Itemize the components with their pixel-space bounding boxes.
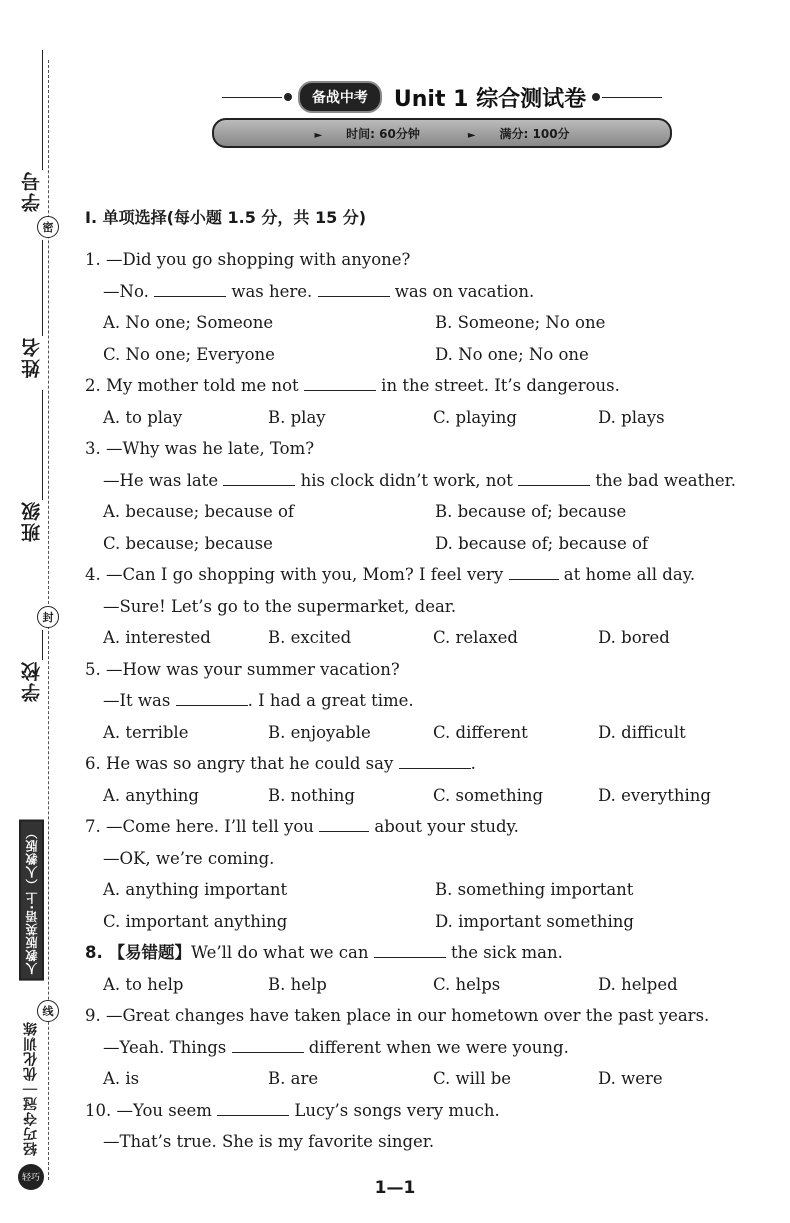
question-7 bbox=[85, 811, 775, 937]
question-text: 5. —How was your summer vacation? bbox=[85, 659, 400, 679]
question-text: 7. —Come here. I’ll tell you bbox=[85, 817, 320, 836]
question-text: at home all day. bbox=[558, 565, 696, 584]
answer-blank[interactable] bbox=[318, 282, 390, 297]
question-text: Lucy’s songs very much. bbox=[289, 1100, 500, 1120]
options-row bbox=[85, 528, 775, 560]
series-logo: 轻巧 bbox=[18, 1164, 44, 1190]
test-title: Unit 1 综合测试卷 bbox=[393, 86, 587, 112]
answer-option[interactable]: D. because of; because of bbox=[435, 533, 649, 553]
question-4 bbox=[85, 559, 775, 654]
question-text: 2. My mother told me not bbox=[85, 376, 304, 395]
question-list bbox=[85, 244, 775, 1158]
options-row bbox=[85, 339, 775, 371]
answer-option[interactable]: B. play bbox=[268, 407, 326, 427]
question-line bbox=[85, 244, 775, 276]
answer-option[interactable]: D. bored bbox=[598, 628, 670, 647]
question-line bbox=[85, 1032, 775, 1064]
banner-dot-left bbox=[284, 93, 292, 101]
binding-strip bbox=[0, 40, 62, 1200]
answer-option[interactable]: B. Someone; No one bbox=[435, 313, 606, 332]
options-row bbox=[85, 307, 775, 339]
question-line bbox=[85, 1000, 775, 1032]
class-label: 班级 bbox=[20, 500, 43, 542]
answer-option[interactable]: A. to help bbox=[103, 974, 184, 994]
question-text: —Sure! Let’s go to the supermarket, dear. bbox=[103, 596, 457, 616]
full-score bbox=[456, 125, 582, 142]
arrow-icon: ► bbox=[467, 129, 476, 141]
question-line bbox=[85, 433, 775, 465]
answer-option[interactable]: C. different bbox=[433, 722, 528, 742]
seal-circle-1: 密 bbox=[37, 216, 59, 238]
question-line bbox=[85, 654, 775, 686]
question-line bbox=[85, 465, 775, 497]
question-text: in the street. It’s dangerous. bbox=[375, 376, 620, 395]
answer-option[interactable]: C. helps bbox=[433, 974, 501, 994]
question-line bbox=[85, 370, 775, 402]
question-1 bbox=[85, 244, 775, 370]
question-text: the bad weather. bbox=[590, 470, 736, 490]
answer-option[interactable]: D. were bbox=[598, 1069, 663, 1088]
class-field[interactable] bbox=[14, 390, 48, 542]
answer-option[interactable]: C. will be bbox=[433, 1069, 512, 1088]
question-10 bbox=[85, 1095, 775, 1158]
question-text: 4. —Can I go shopping with you, Mom? I feel very bbox=[85, 565, 509, 584]
answer-option[interactable]: C. important anything bbox=[103, 911, 288, 931]
answer-option[interactable]: D. everything bbox=[598, 785, 711, 805]
question-8 bbox=[85, 937, 775, 1000]
answer-option[interactable]: D. No one; No one bbox=[435, 344, 589, 364]
answer-option[interactable]: A. to play bbox=[103, 407, 183, 427]
question-line bbox=[85, 591, 775, 623]
answer-option[interactable]: A. anything bbox=[103, 785, 199, 805]
student-id-field[interactable] bbox=[14, 50, 48, 212]
answer-option[interactable]: D. important something bbox=[435, 911, 634, 931]
answer-option[interactable]: B. because of; because bbox=[435, 502, 627, 521]
answer-option[interactable]: B. help bbox=[268, 974, 327, 994]
title-banner bbox=[212, 78, 672, 150]
arrow-icon: ► bbox=[314, 129, 323, 141]
answer-option[interactable]: D. plays bbox=[598, 407, 665, 427]
question-text: was on vacation. bbox=[389, 281, 535, 301]
question-line bbox=[85, 843, 775, 875]
answer-option[interactable]: B. nothing bbox=[268, 785, 355, 805]
student-id-label: 学号 bbox=[20, 170, 43, 212]
question-line bbox=[85, 1095, 775, 1127]
answer-blank[interactable] bbox=[509, 565, 559, 580]
banner-title-row bbox=[212, 78, 672, 116]
series-title: 轻巧夺冠｜优化训练 bbox=[23, 1020, 39, 1156]
question-line bbox=[85, 559, 775, 591]
question-9 bbox=[85, 1000, 775, 1095]
answer-option[interactable]: C. relaxed bbox=[433, 628, 518, 647]
answer-blank[interactable] bbox=[399, 754, 471, 769]
edition-box: 人教版英语·上（人教版） bbox=[19, 820, 44, 981]
answer-option[interactable]: A. terrible bbox=[103, 722, 189, 742]
answer-blank[interactable] bbox=[304, 376, 376, 391]
options-row bbox=[85, 717, 775, 749]
question-text: —He was late bbox=[103, 470, 224, 490]
question-text: —It was bbox=[103, 691, 176, 710]
question-line bbox=[85, 1126, 775, 1158]
options-row bbox=[85, 622, 775, 654]
question-text: —Yeah. Things bbox=[103, 1037, 232, 1057]
answer-option[interactable]: B. enjoyable bbox=[268, 722, 371, 742]
answer-blank[interactable] bbox=[319, 817, 369, 832]
section-heading: Ⅰ. 单项选择(每小题 1.5 分，共 15 分) bbox=[85, 208, 367, 227]
question-text: different when we were young. bbox=[303, 1037, 569, 1057]
exam-prep-badge: 备战中考 bbox=[298, 81, 382, 113]
question-section bbox=[85, 205, 775, 1158]
answer-option[interactable]: A. No one; Someone bbox=[103, 313, 274, 332]
answer-option[interactable]: B. something important bbox=[435, 880, 634, 899]
answer-option[interactable]: D. helped bbox=[598, 974, 678, 994]
school-underline bbox=[42, 630, 43, 660]
question-text: 3. —Why was he late, Tom? bbox=[85, 439, 315, 458]
class-underline bbox=[42, 390, 43, 500]
question-line bbox=[85, 276, 775, 308]
question-line bbox=[85, 937, 775, 969]
question-text: —No. bbox=[103, 281, 155, 301]
seal-circle-2: 封 bbox=[37, 606, 59, 628]
answer-option[interactable]: C. No one; Everyone bbox=[103, 344, 275, 364]
answer-option[interactable]: D. difficult bbox=[598, 722, 686, 742]
answer-option[interactable]: B. excited bbox=[268, 628, 352, 647]
options-row bbox=[85, 780, 775, 812]
question-text: 9. —Great changes have taken place in our hometown over the past years. bbox=[85, 1006, 710, 1025]
question-5 bbox=[85, 654, 775, 749]
question-text: We’ll do what we can bbox=[191, 943, 374, 962]
answer-option[interactable]: A. anything important bbox=[103, 880, 288, 899]
question-text: . bbox=[470, 754, 476, 773]
answer-option[interactable]: C. because; because bbox=[103, 533, 273, 553]
options-row bbox=[85, 402, 775, 434]
question-tag: 8. 【易错题】 bbox=[85, 943, 191, 962]
question-text: —OK, we’re coming. bbox=[103, 848, 275, 868]
name-label: 姓名 bbox=[20, 336, 43, 378]
answer-blank[interactable] bbox=[154, 282, 226, 297]
options-row bbox=[85, 969, 775, 1001]
question-3 bbox=[85, 433, 775, 559]
full-score-text: 满分: 100分 bbox=[499, 126, 570, 141]
answer-blank[interactable] bbox=[232, 1038, 304, 1053]
name-underline bbox=[42, 240, 43, 336]
question-line bbox=[85, 811, 775, 843]
question-text: . I had a great time. bbox=[247, 691, 414, 710]
school-label: 学校 bbox=[20, 660, 43, 702]
seal-circle-3: 线 bbox=[37, 1000, 59, 1022]
test-info-bar bbox=[212, 118, 672, 148]
school-field[interactable] bbox=[14, 630, 48, 702]
name-field[interactable] bbox=[14, 240, 48, 378]
question-6 bbox=[85, 748, 775, 811]
answer-blank[interactable] bbox=[176, 691, 248, 706]
answer-blank[interactable] bbox=[217, 1101, 289, 1116]
answer-option[interactable]: A. interested bbox=[103, 628, 211, 647]
time-limit bbox=[302, 125, 431, 142]
question-text: —That’s true. She is my favorite singer. bbox=[103, 1132, 435, 1151]
banner-dot-right bbox=[592, 93, 600, 101]
options-row bbox=[85, 496, 775, 528]
answer-option[interactable]: B. are bbox=[268, 1069, 319, 1088]
question-text: 10. —You seem bbox=[85, 1100, 218, 1120]
page-number: 1—1 bbox=[374, 1178, 416, 1198]
answer-blank[interactable] bbox=[518, 471, 590, 486]
answer-option[interactable]: C. something bbox=[433, 785, 544, 805]
options-row bbox=[85, 906, 775, 938]
question-text: his clock didn’t work, not bbox=[295, 470, 519, 490]
question-text: 1. —Did you go shopping with anyone? bbox=[85, 250, 411, 269]
answer-option[interactable]: C. playing bbox=[433, 407, 517, 427]
options-row bbox=[85, 1063, 775, 1095]
question-text: about your study. bbox=[369, 817, 519, 836]
question-text: was here. bbox=[226, 281, 318, 301]
answer-option[interactable]: A. because; because of bbox=[103, 502, 295, 521]
question-line bbox=[85, 748, 775, 780]
question-2 bbox=[85, 370, 775, 433]
answer-blank[interactable] bbox=[374, 943, 446, 958]
answer-blank[interactable] bbox=[223, 471, 295, 486]
question-text: the sick man. bbox=[445, 943, 563, 962]
options-row bbox=[85, 874, 775, 906]
answer-option[interactable]: A. is bbox=[103, 1069, 140, 1088]
time-limit-text: 时间: 60分钟 bbox=[346, 126, 420, 141]
question-text: 6. He was so angry that he could say bbox=[85, 754, 399, 773]
student-id-underline bbox=[42, 50, 43, 170]
question-line bbox=[85, 685, 775, 717]
